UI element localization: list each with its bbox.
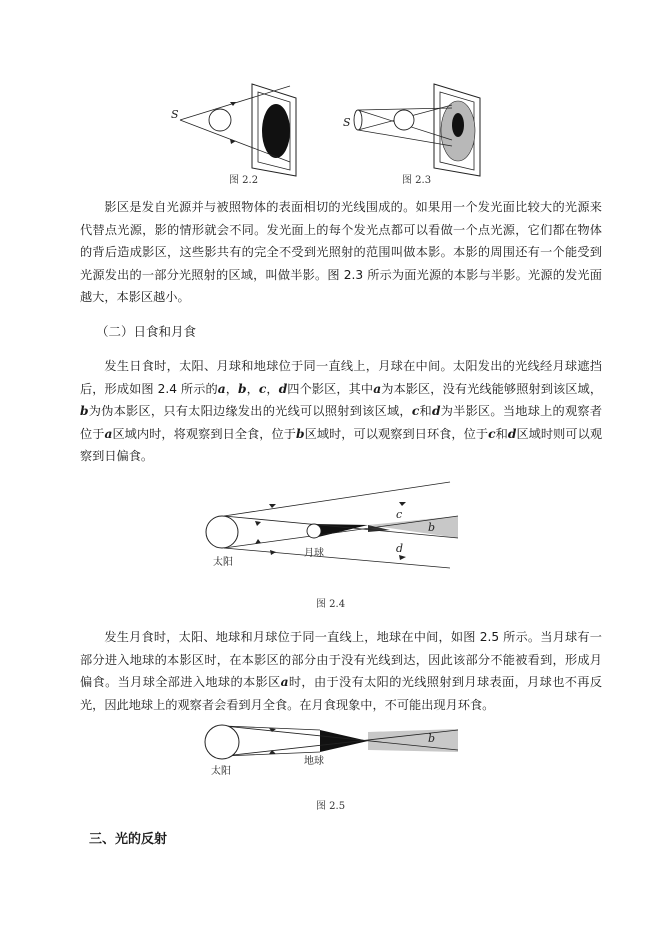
solar-eclipse-paragraph: 发生日食时，太阳、月球和地球位于同一直线上，月球在中间。太阳发出的光线经月球遮挡后，形成如图 2.4 所示的a，b，c，d四个影区，其中a为本影区，没有光线能够照射到该区域，b为伪本影区，只有太阳边缘发出的光线可以照射到该区域，c和d为半影区。当地球上的观察者位于a区域内时，将观察到日全食，位于b区域时，可以观察到日环食，位于c和d区域时则可以观察到日偏食。 xyxy=(80,359,603,463)
region-b-label: b xyxy=(428,521,436,534)
figure-2-5 xyxy=(196,720,466,780)
moon-label: 月球 xyxy=(304,548,324,559)
figure-2-4 xyxy=(196,480,466,575)
earth-label: 地球 xyxy=(304,756,324,767)
section-title: 三、光的反射 xyxy=(89,832,168,847)
source-label-2: S xyxy=(343,116,351,129)
figure-2-3-caption: 图 2.3 xyxy=(402,175,432,186)
sun-label: 太阳 xyxy=(213,557,233,568)
sun-label-2: 太阳 xyxy=(211,766,231,777)
region-c-label: c xyxy=(396,508,403,521)
umbra-paragraph: 影区是发自光源并与被照物体的表面相切的光线围成的。如果用一个发光面比较大的光源来代替点光源，影的情形就会不同。发光面上的每个发光点都可以看做一个点光源，它们都在物体的背后造成影区，这些影共有的完全不受到光照射的范围叫做本影。本影的周围还有一个能受到光源发出的一部分光照射的区域，叫做半影。图 2.3 所示为面光源的本影与半影。光源的发光面越大，本影区越小。 xyxy=(80,200,602,304)
subheading: （二）日食和月食 xyxy=(96,324,197,339)
figure-2-2-caption: 图 2.2 xyxy=(229,175,259,186)
region-d-label: d xyxy=(396,542,404,555)
figure-2-4-caption: 图 2.4 xyxy=(316,599,346,610)
lunar-eclipse-paragraph: 发生月食时，太阳、地球和月球位于同一直线上，地球在中间，如图 2.5 所示。当月球有一部分进入地球的本影区时，在本影区的部分由于没有光线到达，因此该部分不能被看到，形成月偏食。当月球全部进入地球的本影区a时，由于没有太阳的光线照射到月球表面，月球也不再反光，因此地球上的观察者会看到月全食。在月食现象中，不可能出现月环食。 xyxy=(80,630,603,712)
region-b-label-2: b xyxy=(428,732,436,745)
source-label: S xyxy=(171,108,179,121)
figure-2-5-caption: 图 2.5 xyxy=(316,801,346,812)
